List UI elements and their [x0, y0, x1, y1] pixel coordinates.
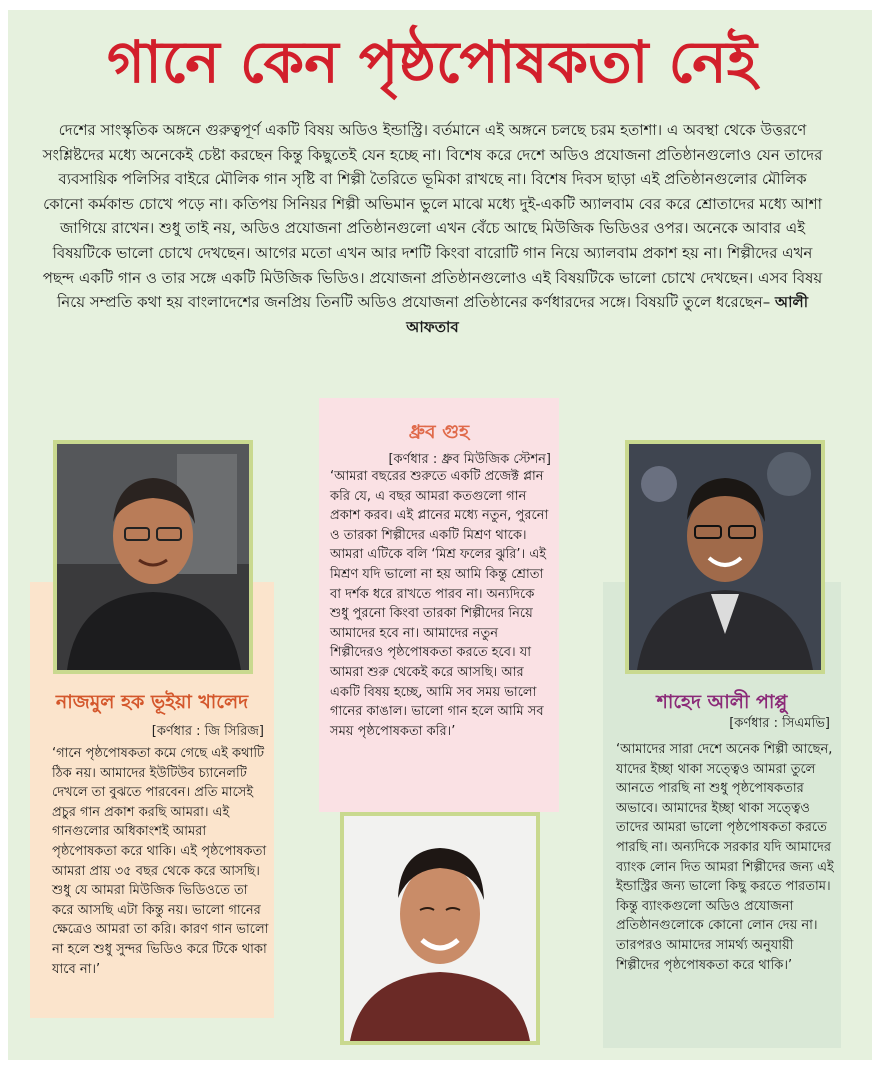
person-role-left: [কর্ণধার : জি সিরিজ] [151, 724, 264, 739]
intro-paragraph [40, 118, 825, 339]
portrait-middle-photo [340, 812, 540, 1045]
headline: গানে কেন পৃষ্ঠপোষকতা নেই [107, 28, 757, 96]
portrait-left-photo [53, 440, 253, 674]
portrait-middle-illustration [344, 816, 536, 1041]
person-name-middle: ধ্রুব গুহ [408, 421, 470, 443]
intro-text: দেশের সাংস্কৃতিক অঙ্গনে গুরুত্বপূর্ণ একটি বিষয় অডিও ইন্ডাস্ট্রি। বর্তমানে এই অঙ্গনে চলছে চরম হতাশা। এ অবস্থা থেকে উত্তরণে সংশ্লিষ্টদের মধ্যে অনেকেই চেষ্টা করছেন কিন্তু কিছুতেই যেন হচ্ছে না। বিশেষ করে দেশে অডিও প্রযোজনা প্রতিষ্ঠানগুলোও যেন তাদের ব্যবসায়িক পলিসির বাইরে মৌলিক গান সৃষ্টি বা শিল্পী তৈরিতে ভূমিকা রাখছে না। বিশেষ দিবস ছাড়া এই প্রতিষ্ঠানগুলোর মৌলিক কোনো কর্মকান্ড চোখে পড়ে না। কতিপয় সিনিয়র শিল্পী অভিমান ভুলে মাঝে মধ্যে দুই-একটি অ্যালবাম বের করে শ্রোতাদের মধ্যে আশা জাগিয়ে রাখেন। শুধু তাই নয়, অডিও প্রযোজনা প্রতিষ্ঠানগুলো এখন বেঁচে আছে মিউজিক ভিডিওর ওপর। অনেকে আবার এই বিষয়টিকে ভালো চোখে দেখছেন। আগের মতো এখন আর দশটি কিংবা বারোটি গান নিয়ে অ্যালবাম প্রকাশ হয় না। শিল্পীদের এখন পছন্দ একটি গান ও তার সঙ্গে একটি মিউজিক ভিডিও। প্রযোজনা প্রতিষ্ঠানগুলোও এই বিষয়টিকে ভালো চোখে দেখছেন। এসব বিষয় নিয়ে সম্প্রতি কথা হয় বাংলাদেশের জনপ্রিয় তিনটি অডিও প্রযোজনা প্রতিষ্ঠানের কর্ণধারদের সঙ্গে। বিষয়টি তুলে ধরেছেন– [42, 121, 823, 312]
person-role-middle: [কর্ণধার : ধ্রুব মিউজিক স্টেশন] [388, 452, 551, 467]
portrait-left-illustration [57, 444, 249, 670]
byline: আলী আফতাব [406, 293, 809, 336]
person-name-right: শাহেদ আলী পাপ্পু [656, 691, 788, 713]
person-role-right: [কর্ণধার : সিএমভি] [729, 716, 830, 731]
portrait-right-illustration [629, 444, 821, 670]
person-name-left: নাজমুল হক ভূইয়া খালেদ [55, 691, 249, 713]
quote-left: ‘গানে পৃষ্ঠপোষকতা কমে গেছে এই কথাটি ঠিক নয়। আমাদের ইউটিউব চ্যানেলটি দেখলে তা বুঝতে পারবেন। প্রতি মাসেই প্রচুর গান প্রকাশ করছি আমরা। এই গানগুলোর অধিকাংশই আমরা পৃষ্ঠপোষকতা করে থাকি। এই পৃষ্ঠপোষকতা আমরা প্রায় ৩৫ বছর থেকে করে আসছি। শুধু যে আমরা মিউজিক ভিডিওতে তা করে আসছি এটা কিন্তু নয়। ভালো গানের ক্ষেত্রেও আমরা তা করি। কারণ গান ভালো না হলে শুধু সুন্দর ভিডিও করে টিকে থাকা যাবে না।’ [52, 746, 269, 977]
quote-right: ‘আমাদের সারা দেশে অনেক শিল্পী আছেন, যাদের ইচ্ছা থাকা সত্ত্বেও আমরা তুলে আনতে পারছি না শুধু পৃষ্ঠপোষকতার অভাবে। আমাদের ইচ্ছা থাকা সত্ত্বেও তাদের আমরা ভালো পৃষ্ঠপোষকতা করতে পারছি না। অন্যদিকে সরকার যদি আমাদের ব্যাংক লোন দিত আমরা শিল্পীদের জন্য এই ইন্ডাস্ট্রির জন্য ভালো কিছু করতে পারতাম। কিন্তু ব্যাংকগুলো অডিও প্রযোজনা প্রতিষ্ঠানগুলোকে কোনো লোন দেয় না। তারপরও আমাদের সামর্থ্য অনুযায়ী শিল্পীদের পৃষ্ঠপোষকতা করে থাকি।’ [616, 742, 834, 973]
portrait-right-photo [625, 440, 825, 674]
quote-middle: ‘আমরা বছরের শুরুতে একটি প্রজেক্ট প্লান করি যে, এ বছর আমরা কতগুলো গান প্রকাশ করব। এই প্লানের মধ্যে নতুন, পুরনো ও তারকা শিল্পীদের একটি মিশ্রণ থাকে। আমরা এটিকে বলি ‘মিশ্র ফলের ঝুরি’। এই মিশ্রণ যদি ভালো না হয় আমি কিন্তু শ্রোতা বা দর্শক ধরে রাখতে পারব না। অন্যদিকে শুধু পুরনো কিংবা তারকা শিল্পীদের নিয়ে আমাদের হবে না। আমাদের নতুন শিল্পীদেরও পৃষ্ঠপোষকতা করতে হবে। যা আমরা শুরু থেকেই করে আসছি। আর একটি বিষয় হচ্ছে, আমি সব সময় ভালো গানের কাঙাল। ভালো গান হলে আমি সব সময় পৃষ্ঠপোষকতা করি।’ [330, 469, 549, 739]
